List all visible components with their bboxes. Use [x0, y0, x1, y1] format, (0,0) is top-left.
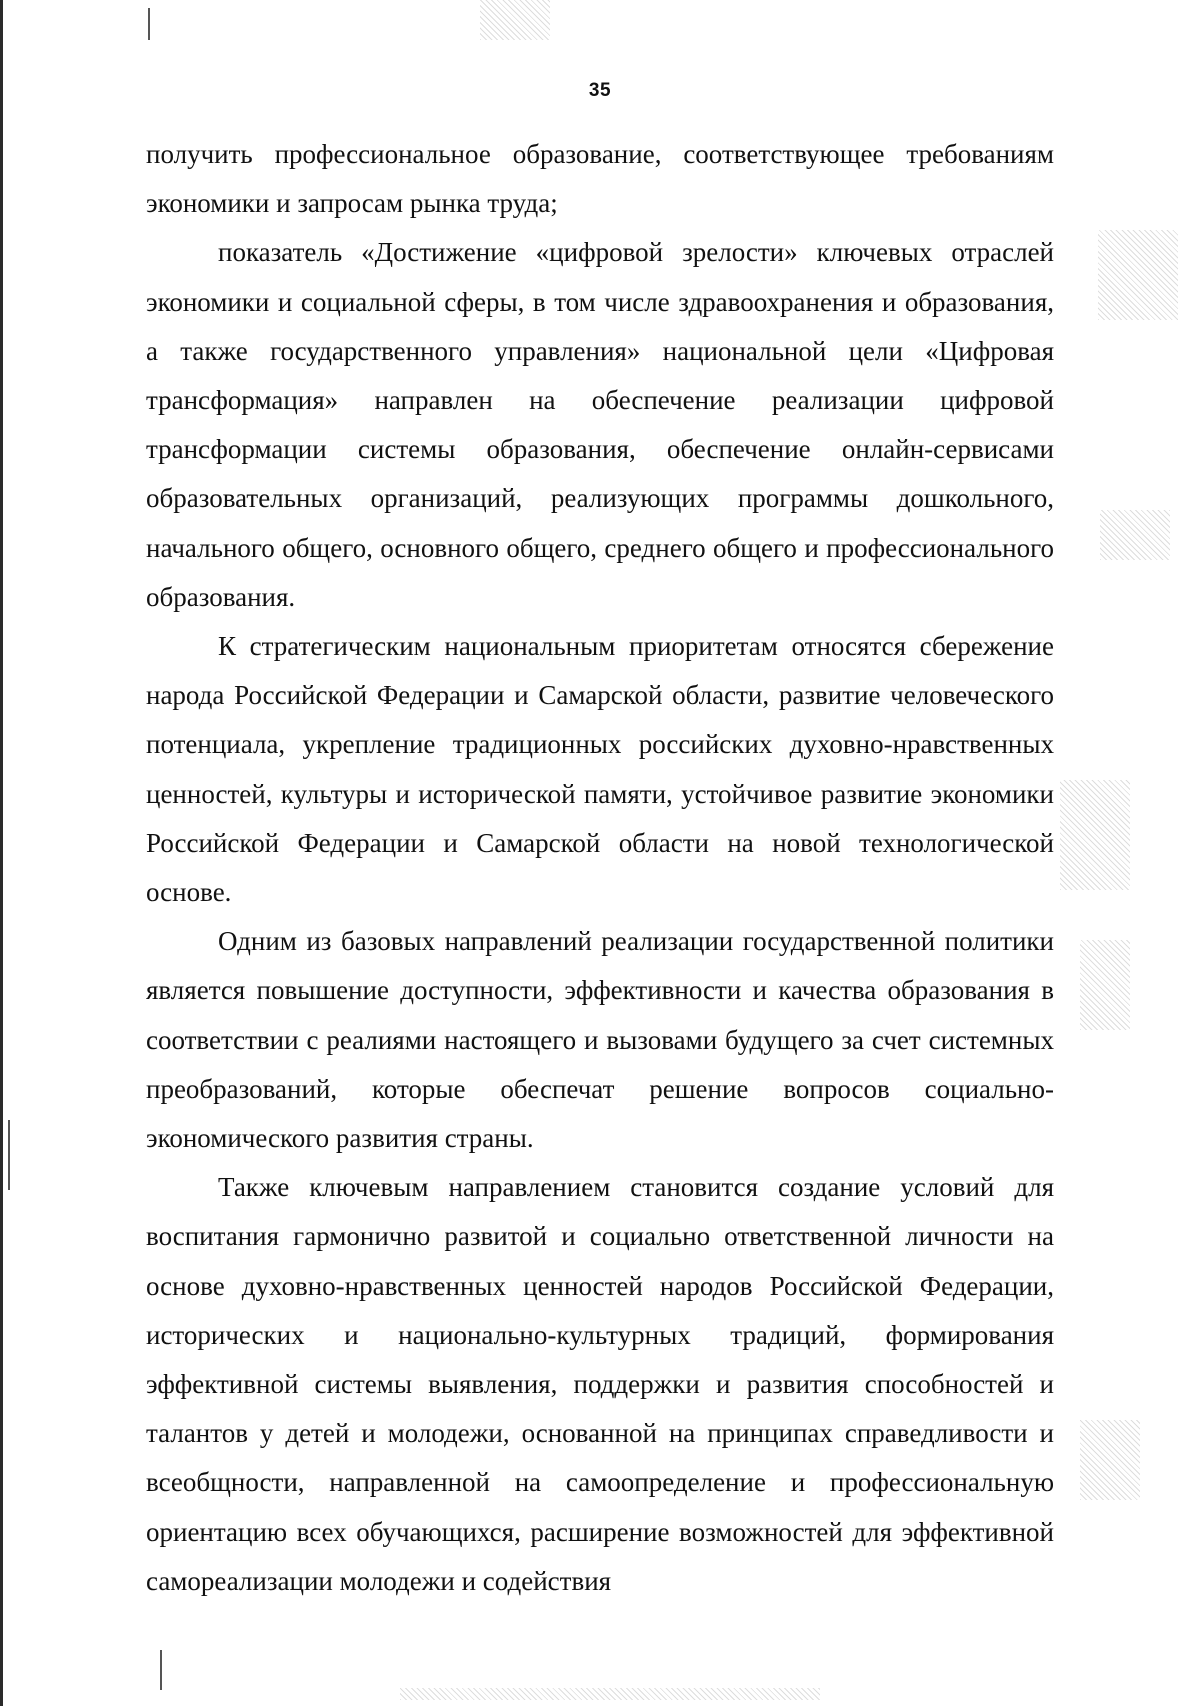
scan-mark	[8, 1120, 10, 1190]
scan-noise	[1080, 1420, 1140, 1500]
paragraph: получить профессиональное образование, соответствующее требованиям экономики и запросам рынка труда;	[146, 139, 1054, 219]
page-number: 35	[588, 80, 612, 101]
paragraph: Одним из базовых направлений реализации государственной политики является повышение доступности, эффективности и качества образования в соответствии с реалиями настоящего и вызовами будущего за счет системных преобразований, которые обеспечат решение вопросов социально-экономического развития страны.	[146, 926, 1054, 1154]
scan-noise	[1100, 510, 1170, 560]
scan-mark	[148, 8, 150, 40]
paragraph: К стратегическим национальным приоритетам относятся сбережение народа Российской Федерации и Самарской области, развитие человеческого потенциала, укрепление традиционных российских духовно-нравственных ценностей, культуры и исторической памяти, устойчивое развитие экономики Российской Федерации и Самарской области на новой технологической основе.	[146, 631, 1054, 908]
paragraph: Также ключевым направлением становится создание условий для воспитания гармонично развитой и социально ответственной личности на основе духовно-нравственных ценностей народов Российской Федерации, исторических и национально-культурных традиций, формирования эффективной системы выявления, поддержки и развития способностей и талантов у детей и молодежи, основанной на принципах справедливости и всеобщности, направленной на самоопределение и профессиональную ориентацию всех обучающихся, расширение возможностей для эффективной самореализации молодежи и содействия	[146, 1172, 1054, 1596]
scan-noise	[400, 1688, 820, 1700]
scan-edge-line	[0, 0, 3, 1706]
scan-mark	[160, 1650, 162, 1690]
scan-noise	[1080, 940, 1130, 1030]
scan-noise	[480, 0, 550, 40]
scan-noise	[1060, 780, 1130, 890]
document-body	[146, 130, 1054, 1606]
paragraph: показатель «Достижение «цифровой зрелости» ключевых отраслей экономики и социальной сферы, в том числе здравоохранения и образования, а также государственного управления» национальной цели «Цифровая трансформация» направлен на обеспечение реализации цифровой трансформации системы образования, обеспечение онлайн-сервисами образовательных организаций, реализующих программы дошкольного, начального общего, основного общего, среднего общего и профессионального образования.	[146, 237, 1054, 612]
scan-noise	[1098, 230, 1178, 320]
